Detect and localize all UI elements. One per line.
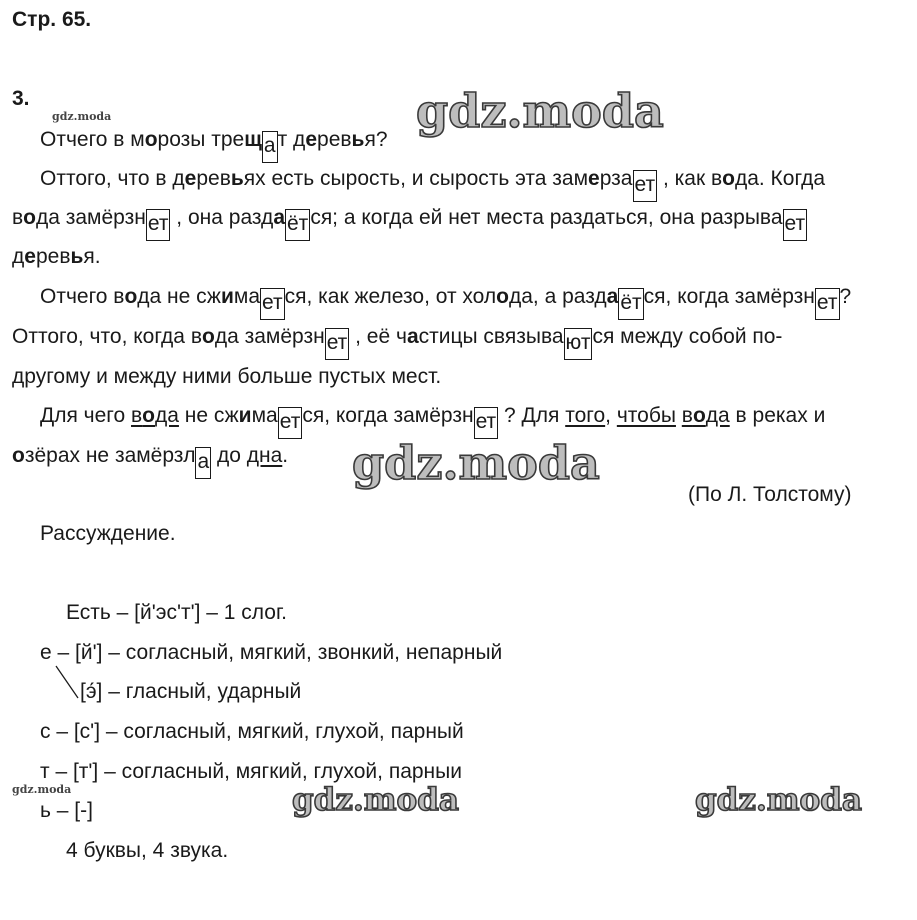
ending-box: ёт <box>618 288 643 320</box>
analysis-row: ь – [-] <box>40 799 93 822</box>
text-line: другому и между ними больше пустых мест. <box>12 365 442 388</box>
analysis-row: е – [й'] – согласный, мягкий, звонкий, непарный <box>40 641 503 664</box>
analysis-heading: Рассуждение. <box>40 522 176 545</box>
ending-box: а <box>195 447 211 479</box>
page-label: Стр. 65. <box>12 8 92 31</box>
ending-box: ет <box>325 328 350 360</box>
text-line: Для чего вода не сжимается, когда замёрзнет ? Для того, чтобы вода в реках и <box>40 404 825 439</box>
word-transcription: Есть – [й'эс'т'] – 1 слог. <box>66 601 287 624</box>
watermark: gdz.moda <box>416 84 664 138</box>
text-line: озёрах не замёрзла до дна. <box>12 444 288 479</box>
analysis-row: [э́] – гласный, ударный <box>80 680 302 703</box>
text-line: Отчего в морозы трещат деревья? <box>40 128 388 163</box>
text-line: вода замёрзнет , она раздаётся; а когда ей нет места раздаться, она разрывает <box>12 206 807 241</box>
ending-box: а <box>262 131 278 163</box>
ending-box: ют <box>564 328 593 360</box>
text-line: деревья. <box>12 245 101 268</box>
analysis-row: т – [т'] – согласный, мягкий, глухой, парныи <box>40 760 462 783</box>
text-line: Оттого, что, когда вода замёрзнет , её частицы связываются между собой по- <box>12 325 782 360</box>
ending-box: ет <box>783 209 808 241</box>
text-line: Оттого, что в деревьях есть сырость, и сырость эта замерзает , как вода. Когда <box>40 167 825 202</box>
text-line: Отчего вода не сжимается, как железо, от холода, а раздаётся, когда замёрзнет? <box>40 285 851 320</box>
analysis-summary: 4 буквы, 4 звука. <box>66 839 229 862</box>
ending-box: ет <box>260 288 285 320</box>
watermark: gdz.moda <box>352 436 600 490</box>
task-number: 3. <box>12 87 30 110</box>
source-attribution: (По Л. Толстому) <box>688 483 852 506</box>
ending-box: ёт <box>285 209 310 241</box>
ending-box: ет <box>474 407 499 439</box>
ending-box: ет <box>146 209 171 241</box>
watermark: gdz.moda <box>695 782 862 818</box>
analysis-row: с – [с'] – согласный, мягкий, глухой, парный <box>40 720 464 743</box>
ending-box: ет <box>278 407 303 439</box>
watermark-small: gdz.moda <box>12 783 72 796</box>
watermark: gdz.moda <box>292 782 459 818</box>
ending-box: ет <box>633 170 658 202</box>
ending-box: ет <box>815 288 840 320</box>
watermark-small: gdz.moda <box>52 110 112 123</box>
